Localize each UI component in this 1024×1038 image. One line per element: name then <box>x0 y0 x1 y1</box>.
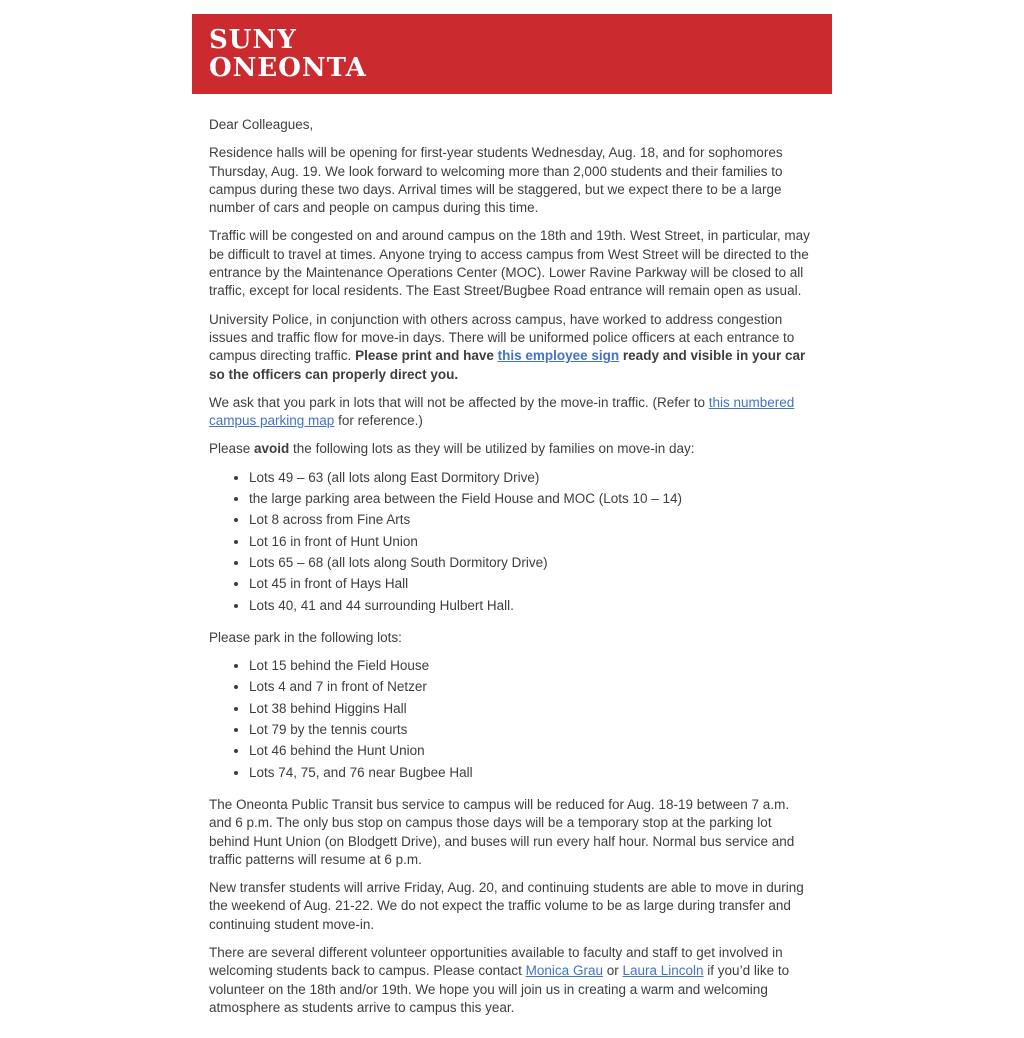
avoid-emphasis: avoid <box>254 441 290 457</box>
list-item: • Lot 79 by the tennis courts <box>249 721 815 739</box>
paragraph-parking-map: We ask that you park in lots that will not be affected by the move-in traffic. (Refer to this numbered campus parking map for reference.) <box>209 394 795 429</box>
paragraph-traffic: Traffic will be congested on and around campus on the 18th and 19th. West Street, in particular, may be difficult to travel at times. Anyone trying to access campus from West Street will be directed to the entrance by the Maintenance Operations Center (MOC). Lower Ravine Parkway will be closed to all traffic, except for local residents. The East Street/Bugbee Road entrance will remain open as usual. <box>209 228 810 299</box>
list-item: • Lot 46 behind the Hunt Union <box>249 742 815 760</box>
paragraph-university-police <box>209 311 815 384</box>
list-item: • Lot 38 behind Higgins Hall <box>249 700 815 718</box>
employee-sign-link[interactable]: this employee sign <box>497 348 620 364</box>
list-item: • Lot 16 in front of Hunt Union <box>249 533 815 551</box>
parking-map-link[interactable]: this numbered campus parking map <box>209 394 795 429</box>
laura-lincoln-link[interactable]: Laura Lincoln <box>622 963 704 979</box>
list-item: • Lot 8 across from Fine Arts <box>249 511 815 529</box>
suny-oneonta-logo <box>209 26 832 82</box>
paragraph-volunteer: There are several different volunteer opportunities available to faculty and staff to get involved in welcoming students back to campus. Please contact Monica Grau or Laura Lincoln if you’d like to volunteer on the 18th and/or 19th. We hope you will join us in creating a warm and welcoming atmosphere as students arrive to campus this year. <box>209 944 790 1015</box>
paragraph-bus-service: The Oneonta Public Transit bus service to campus will be reduced for Aug. 18-19 between 7 a.m. and 6 p.m. The only bus stop on campus those days will be a temporary stop at the parking lot behind Hunt Union (on Blodgett Drive), and buses will run every half hour. Normal bus service and traffic patterns will resume at 6 p.m. <box>209 796 795 867</box>
paragraph-avoid-intro: Please avoid the following lots as they will be utilized by families on move-in day: <box>209 441 695 457</box>
salutation: Dear Colleagues, <box>209 117 314 132</box>
police-bold-text: Please print and have this employee sign ready and visible in your car so the officers can properly direct you. <box>209 348 806 382</box>
list-item: • Lot 45 in front of Hays Hall <box>249 575 815 593</box>
monica-grau-link[interactable]: Monica Grau <box>525 963 603 979</box>
list-item: • Lots 74, 75, and 76 near Bugbee Hall <box>249 764 815 782</box>
paragraph-transfer-students: New transfer students will arrive Friday, Aug. 20, and continuing students are able to move in during the weekend of Aug. 21-22. We do not expect the traffic volume to be as large during transfer and continuing student move-in. <box>209 880 804 932</box>
list-item: • Lots 4 and 7 in front of Netzer <box>249 678 815 696</box>
logo-line-oneonta: ONEONTA <box>209 53 367 83</box>
list-item: • Lots 40, 41 and 44 surrounding Hulbert Hall. <box>249 597 815 615</box>
paragraph-park-intro: Please park in the following lots: <box>209 629 402 645</box>
brand-banner <box>192 14 832 94</box>
avoid-lots-list <box>209 469 815 615</box>
email-message <box>192 14 832 1017</box>
list-item: • Lots 49 – 63 (all lots along East Dormitory Drive) <box>249 469 815 487</box>
list-item: • Lots 65 – 68 (all lots along South Dormitory Drive) <box>249 554 815 572</box>
logo-line-suny: SUNY <box>209 25 297 55</box>
police-text: University Police, in conjunction with others across campus, have worked to address congestion issues and traffic flow for move-in days. There will be uniformed police officers at each entrance to campus directing traffic. <box>209 311 795 364</box>
park-lots-list <box>209 657 815 782</box>
list-item: • the large parking area between the Field House and MOC (Lots 10 – 14) <box>249 490 815 508</box>
list-item: • Lot 15 behind the Field House <box>249 657 815 675</box>
paragraph-residence-halls: Residence halls will be opening for first-year students Wednesday, Aug. 18, and for sophomores Thursday, Aug. 19. We look forward to welcoming more than 2,000 students and their families to campus during these two days. Arrival times will be staggered, but we expect there to be a large number of cars and people on campus during this time. <box>209 145 783 216</box>
email-body <box>192 94 832 1017</box>
